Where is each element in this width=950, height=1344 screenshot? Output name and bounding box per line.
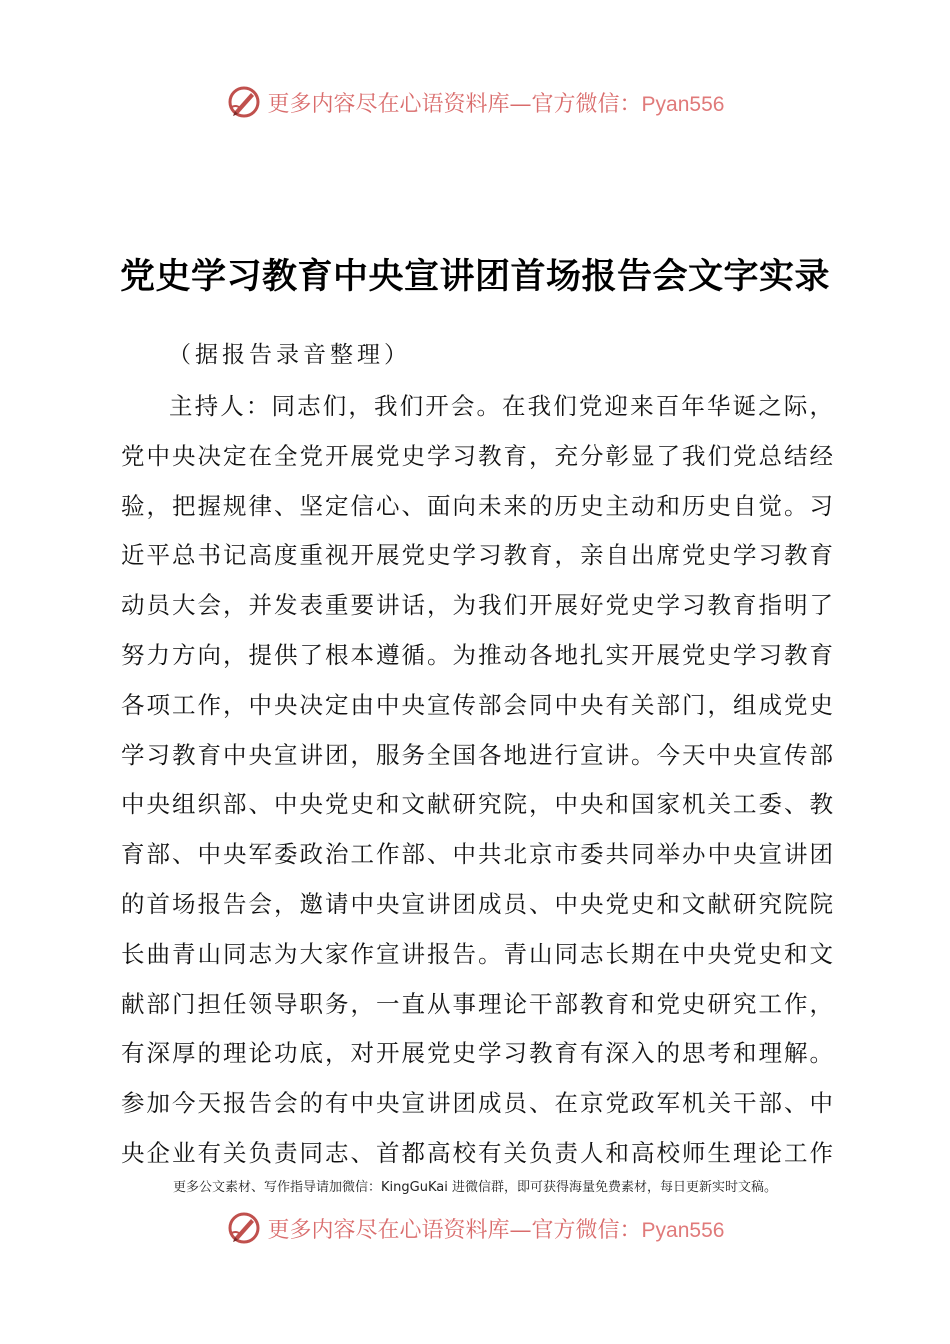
pen-circle-icon (226, 1210, 262, 1246)
body-line: 各项工作，中央决定由中央宣传部会同中央有关部门，组成党史 (121, 690, 833, 719)
document-subtitle: （据报告录音整理） (168, 342, 411, 368)
body-line: 长曲青山同志为大家作宣讲报告。青山同志长期在中央党史和文 (121, 939, 833, 968)
banner-text: 更多内容尽在心语资料库—官方微信： (267, 1217, 642, 1243)
body-line: 献部门担任领导职务，一直从事理论干部教育和党史研究工作， (121, 989, 833, 1018)
document-title: 党史学习教育中央宣讲团首场报告会文字实录 (119, 257, 830, 297)
body-line: 有深厚的理论功底，对开展党史学习教育有深入的思考和理解。 (121, 1039, 833, 1068)
body-line: 主持人：同志们，我们开会。在我们党迎来百年华诞之际， (169, 392, 833, 420)
body-line: 党中央决定在全党开展党史学习教育，充分彰显了我们党总结经 (121, 441, 833, 470)
body-line: 中央组织部、中央党史和文献研究院，中央和国家机关工委、教 (121, 790, 833, 819)
body-line: 学习教育中央宣讲团，服务全国各地进行宣讲。今天中央宣传部 (121, 740, 833, 769)
body-line: 动员大会，并发表重要讲话，为我们开展好党史学习教育指明了 (121, 591, 833, 620)
banner-wechat-id: Pyan556 (641, 1218, 725, 1242)
pen-circle-icon (226, 84, 262, 120)
header-banner (0, 82, 950, 122)
body-line: 育部、中央军委政治工作部、中共北京市委共同举办中央宣讲团 (121, 840, 833, 869)
body-line: 央企业有关负责同志、首都高校有关负责人和高校师生理论工作 (121, 1138, 833, 1167)
body-line: 参加今天报告会的有中央宣讲团成员、在京党政军机关干部、中 (121, 1089, 833, 1118)
body-line: 近平总书记高度重视开展党史学习教育，亲自出席党史学习教育 (121, 541, 833, 570)
body-line: 验，把握规律、坚定信心、面向未来的历史主动和历史自觉。习 (121, 491, 833, 520)
banner-text: 更多内容尽在心语资料库—官方微信： (267, 91, 642, 117)
body-line: 的首场报告会，邀请中央宣讲团成员、中央党史和文献研究院院 (121, 889, 833, 918)
footer-note: 更多公文素材、写作指导请加微信：KingGuKai 进微信群，即可获得海量免费素材，每日更新实时文稿。 (173, 1180, 777, 1195)
body-line: 努力方向，提供了根本遵循。为推动各地扎实开展党史学习教育 (121, 640, 833, 669)
footer-banner (0, 1208, 950, 1248)
banner-wechat-id: Pyan556 (641, 92, 725, 116)
body-text (121, 382, 833, 1179)
